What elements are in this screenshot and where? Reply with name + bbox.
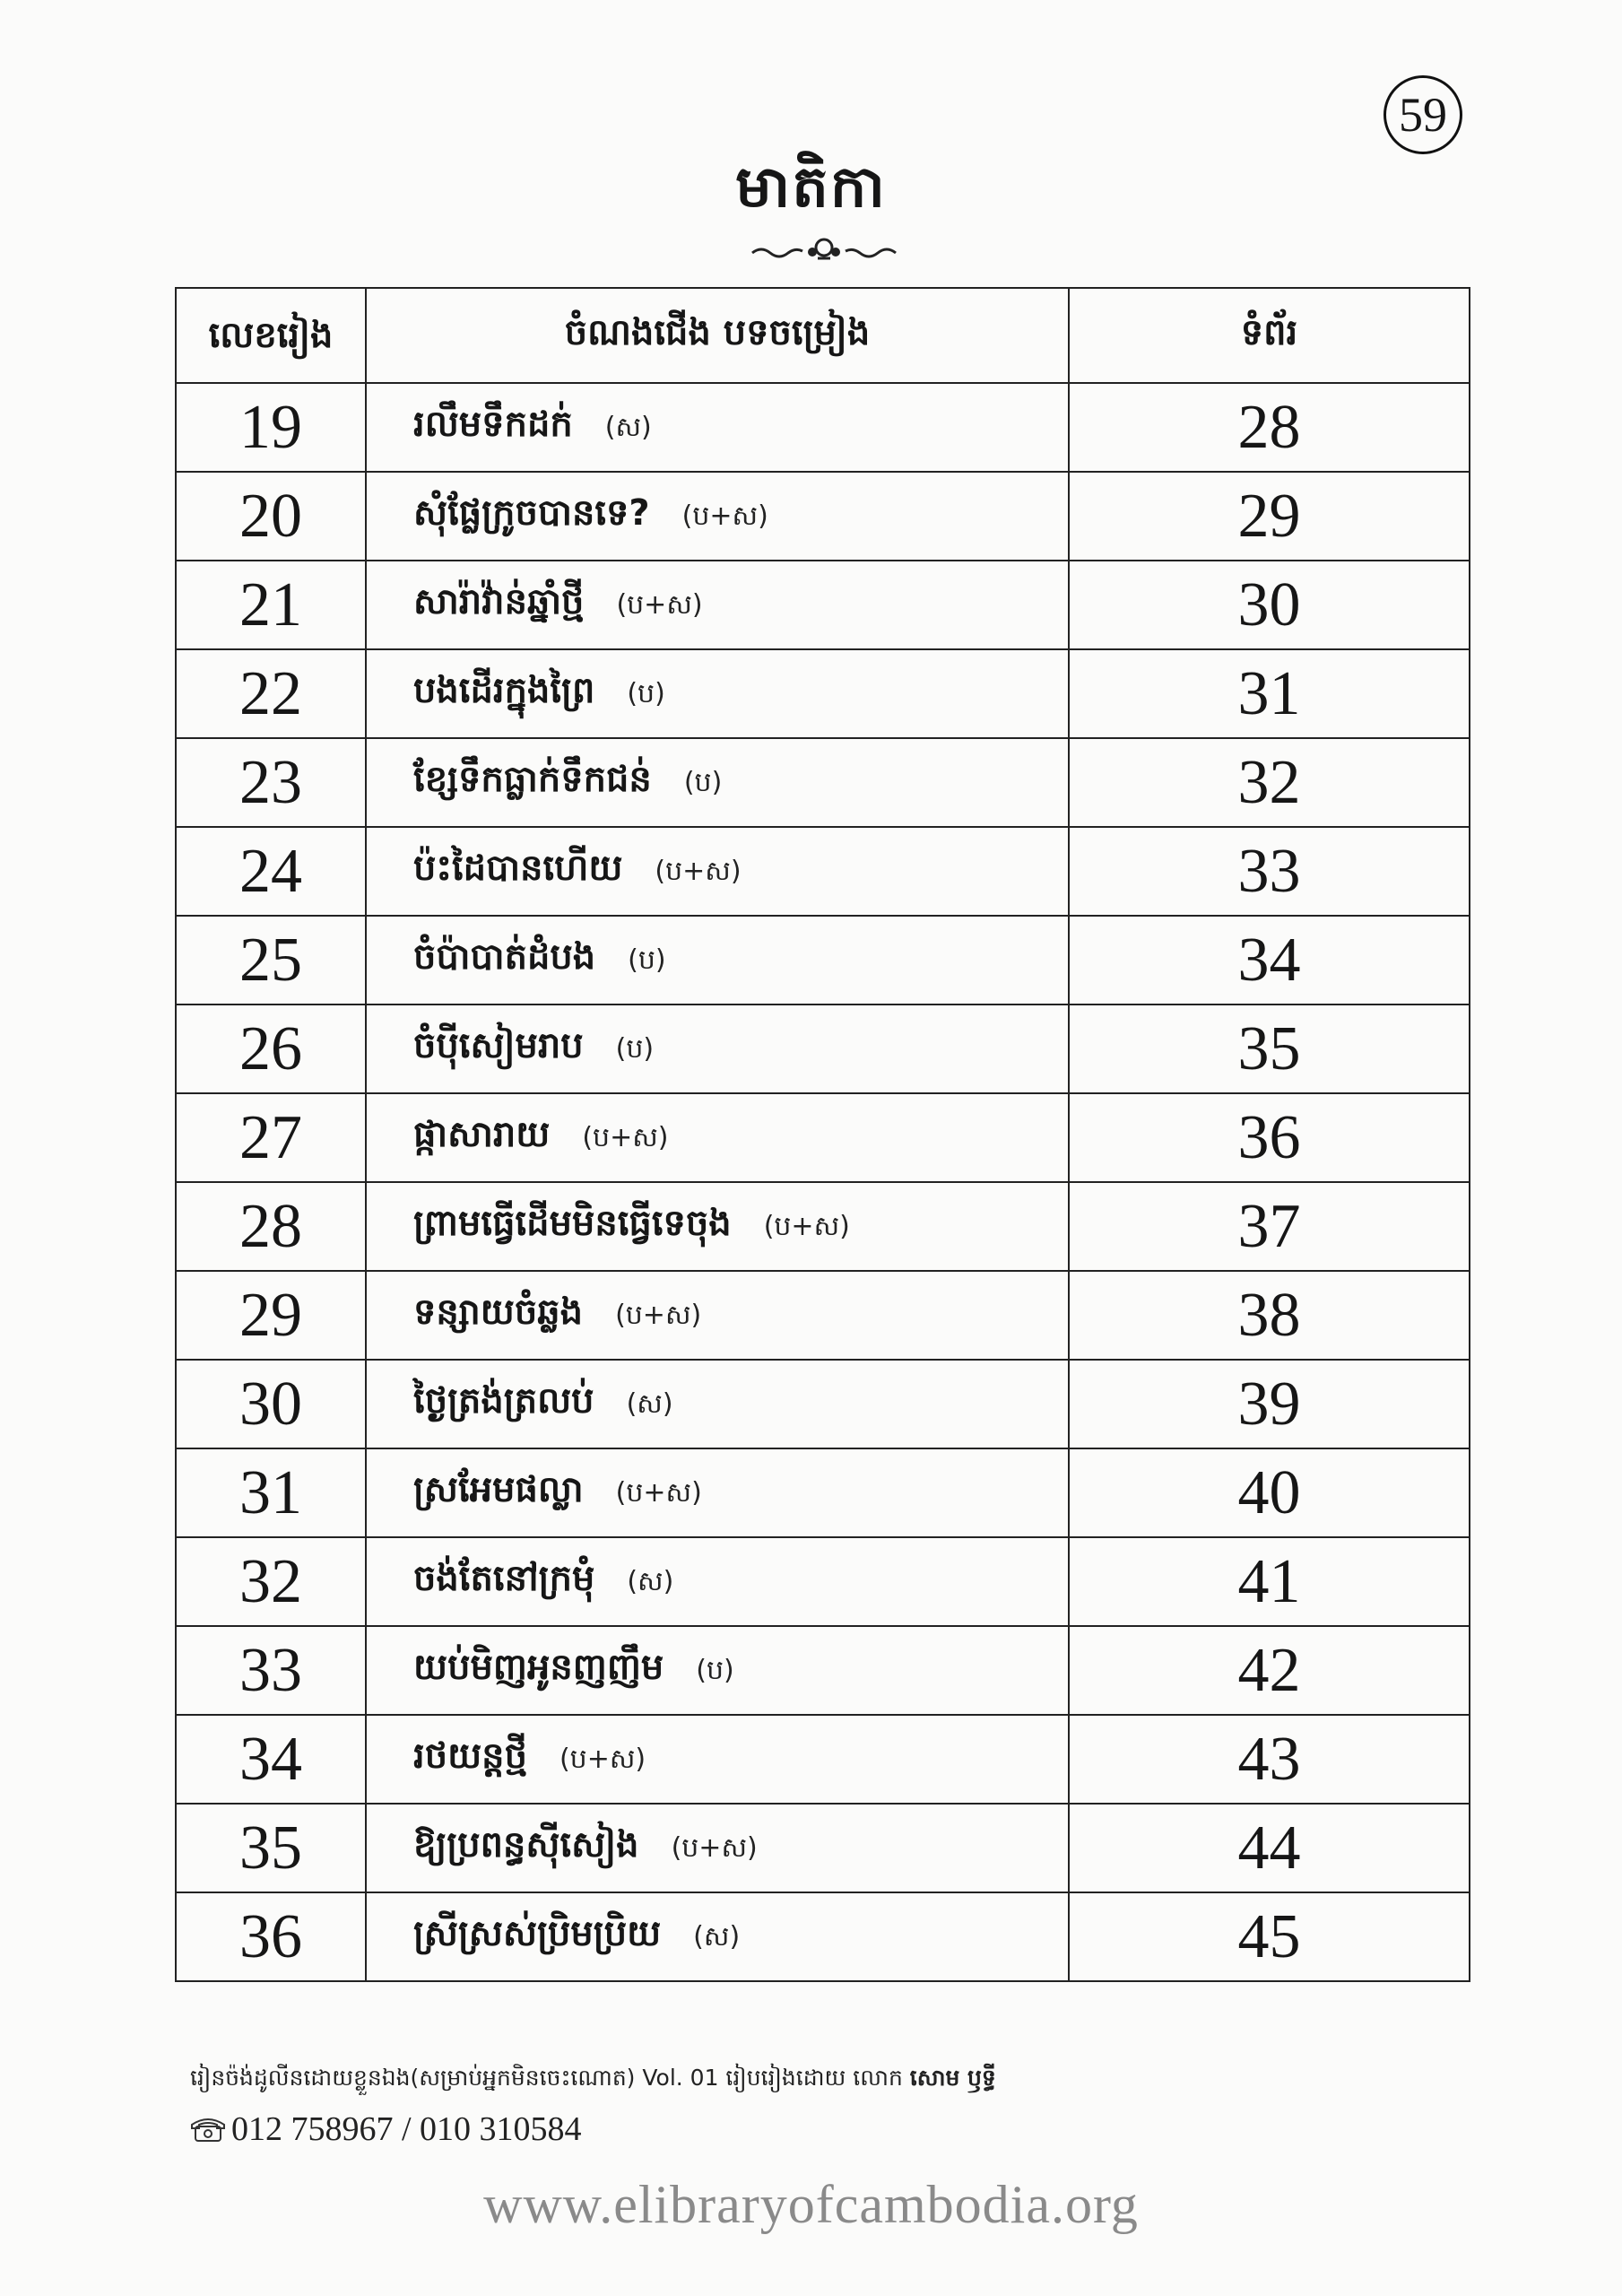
song-title-cell bbox=[366, 1271, 1069, 1360]
page-number: 59 bbox=[1383, 75, 1462, 154]
song-number: 22 bbox=[176, 649, 366, 738]
song-title: ឱ្យប្រពន្ធស៊ីសៀង bbox=[413, 1824, 639, 1866]
voice-marker: (ប+ស) bbox=[671, 1832, 758, 1864]
table-row bbox=[176, 1892, 1470, 1981]
header-page: ទំព័រ bbox=[1069, 288, 1470, 383]
page-ref: 29 bbox=[1069, 472, 1470, 561]
song-number: 26 bbox=[176, 1004, 366, 1093]
table-row bbox=[176, 1537, 1470, 1626]
song-number: 20 bbox=[176, 472, 366, 561]
song-title: ទន្សាយចំឆ្លង bbox=[413, 1292, 584, 1333]
table-row bbox=[176, 383, 1470, 472]
song-title: រថយន្តថ្មី bbox=[413, 1735, 527, 1777]
song-title: ព្រាមធ្វើដើមមិនធ្វើទេចុង bbox=[413, 1203, 732, 1244]
table-row bbox=[176, 1182, 1470, 1271]
header-song-title: ចំណងជើង បទចម្រៀង bbox=[366, 288, 1069, 383]
song-title-cell bbox=[366, 1537, 1069, 1626]
song-title-cell bbox=[366, 1448, 1069, 1537]
song-title: ចំប៉ាបាត់ដំបង bbox=[413, 936, 596, 978]
table-row bbox=[176, 1004, 1470, 1093]
voice-marker: (ប+ស) bbox=[655, 856, 742, 887]
song-number: 36 bbox=[176, 1892, 366, 1981]
voice-marker: (ស) bbox=[626, 1388, 673, 1420]
page-title: មាតិកា bbox=[735, 154, 887, 221]
song-title-cell bbox=[366, 738, 1069, 827]
table-row bbox=[176, 916, 1470, 1004]
contents-table bbox=[175, 287, 1470, 1982]
voice-marker: (ស) bbox=[693, 1921, 741, 1952]
voice-marker: (ស) bbox=[627, 1566, 674, 1597]
table-row bbox=[176, 1715, 1470, 1804]
song-title-cell bbox=[366, 561, 1069, 649]
voice-marker: (ប+ស) bbox=[681, 500, 768, 532]
page-ref: 37 bbox=[1069, 1182, 1470, 1271]
song-number: 24 bbox=[176, 827, 366, 916]
song-title: ផ្កាសារាយ bbox=[413, 1114, 551, 1155]
song-title-cell bbox=[366, 649, 1069, 738]
page-ref: 31 bbox=[1069, 649, 1470, 738]
page-ref: 42 bbox=[1069, 1626, 1470, 1715]
table-row bbox=[176, 472, 1470, 561]
song-title-cell bbox=[366, 1892, 1069, 1981]
page-ref: 39 bbox=[1069, 1360, 1470, 1448]
table-row bbox=[176, 649, 1470, 738]
song-number: 32 bbox=[176, 1537, 366, 1626]
song-title-cell bbox=[366, 1626, 1069, 1715]
song-number: 23 bbox=[176, 738, 366, 827]
song-title: រលឹមទឹកដក់ bbox=[413, 404, 573, 445]
song-number: 21 bbox=[176, 561, 366, 649]
voice-marker: (ប+ស) bbox=[582, 1122, 669, 1153]
voice-marker: (ប+ស) bbox=[615, 1300, 702, 1331]
voice-marker: (ស) bbox=[604, 412, 652, 443]
table-header-row bbox=[176, 288, 1470, 383]
song-title-cell bbox=[366, 827, 1069, 916]
voice-marker: (ប+ស) bbox=[615, 1477, 702, 1509]
song-number: 33 bbox=[176, 1626, 366, 1715]
song-number: 35 bbox=[176, 1804, 366, 1892]
song-number: 34 bbox=[176, 1715, 366, 1804]
page-ref: 45 bbox=[1069, 1892, 1470, 1981]
page-ref: 44 bbox=[1069, 1804, 1470, 1892]
page-ref: 30 bbox=[1069, 561, 1470, 649]
song-number: 19 bbox=[176, 383, 366, 472]
phone-line bbox=[190, 2109, 582, 2149]
page-ref: 34 bbox=[1069, 916, 1470, 1004]
song-title: ចង់តែនៅក្រមុំ bbox=[413, 1558, 595, 1599]
divider-ornament bbox=[748, 235, 900, 265]
song-title: យប់មិញអូនញញឹម bbox=[413, 1647, 664, 1688]
book-credit-text: រៀនច៉ង់ដូលីនដោយខ្លួនឯង(សម្រាប់អ្នកមិនចេះណោត) Vol. 01 រៀបរៀងដោយ លោក bbox=[190, 2065, 903, 2091]
table-row bbox=[176, 738, 1470, 827]
author-name: សោម ឫទ្ធី bbox=[909, 2065, 996, 2091]
page-ref: 33 bbox=[1069, 827, 1470, 916]
table-row bbox=[176, 1271, 1470, 1360]
song-number: 28 bbox=[176, 1182, 366, 1271]
phone-numbers: 012 758967 / 010 310584 bbox=[231, 2110, 582, 2148]
page-ref: 32 bbox=[1069, 738, 1470, 827]
book-credit bbox=[190, 2065, 996, 2097]
voice-marker: (ប+ស) bbox=[616, 589, 703, 621]
song-title: ខ្សែទឹកធ្លាក់ទឹកជន់ bbox=[413, 759, 652, 800]
contents-body bbox=[176, 383, 1470, 1981]
song-title: សុំផ្លែក្រូចបានទេ? bbox=[413, 492, 650, 534]
page-ref: 36 bbox=[1069, 1093, 1470, 1182]
page-ref: 43 bbox=[1069, 1715, 1470, 1804]
song-title-cell bbox=[366, 916, 1069, 1004]
table-row bbox=[176, 561, 1470, 649]
website-watermark: www.elibraryofcambodia.org bbox=[483, 2175, 1139, 2234]
song-number: 27 bbox=[176, 1093, 366, 1182]
table-row bbox=[176, 1448, 1470, 1537]
song-title-cell bbox=[366, 1804, 1069, 1892]
table-row bbox=[176, 1360, 1470, 1448]
voice-marker: (ប) bbox=[628, 944, 666, 976]
song-title-cell bbox=[366, 1360, 1069, 1448]
song-title-cell bbox=[366, 1004, 1069, 1093]
page-ref: 28 bbox=[1069, 383, 1470, 472]
song-title: ថ្ងៃត្រង់ត្រលប់ bbox=[413, 1380, 594, 1422]
table-row bbox=[176, 1093, 1470, 1182]
table-row bbox=[176, 827, 1470, 916]
page-ref: 41 bbox=[1069, 1537, 1470, 1626]
song-title: សារ៉ាវ៉ាន់ឆ្នាំថ្មី bbox=[413, 581, 585, 622]
song-title-cell bbox=[366, 1182, 1069, 1271]
page-ref: 40 bbox=[1069, 1448, 1470, 1537]
song-title-cell bbox=[366, 472, 1069, 561]
voice-marker: (ប+ស) bbox=[763, 1211, 850, 1242]
table-row bbox=[176, 1804, 1470, 1892]
song-title-cell bbox=[366, 1093, 1069, 1182]
voice-marker: (ប) bbox=[696, 1655, 734, 1686]
song-title: ស្រីស្រស់ប្រិមប្រិយ bbox=[413, 1913, 662, 1954]
song-title: ស្រអែមផល្លា bbox=[413, 1469, 584, 1510]
song-number: 25 bbox=[176, 916, 366, 1004]
voice-marker: (ប) bbox=[683, 767, 723, 798]
voice-marker: (ប) bbox=[627, 678, 665, 709]
phone-icon bbox=[190, 2116, 226, 2143]
voice-marker: (ប+ស) bbox=[559, 1744, 646, 1775]
song-title: បងដើរក្នុងព្រៃ bbox=[413, 670, 595, 711]
song-number: 31 bbox=[176, 1448, 366, 1537]
page-ref: 35 bbox=[1069, 1004, 1470, 1093]
song-title-cell bbox=[366, 1715, 1069, 1804]
song-title: ប៉ះដៃបានហើយ bbox=[413, 848, 623, 889]
voice-marker: (ប) bbox=[615, 1033, 655, 1065]
song-title-cell bbox=[366, 383, 1069, 472]
song-title: ចំប៉ីសៀមរាប bbox=[413, 1025, 584, 1066]
page-ref: 38 bbox=[1069, 1271, 1470, 1360]
song-number: 29 bbox=[176, 1271, 366, 1360]
table-row bbox=[176, 1626, 1470, 1715]
header-number: លេខរៀង bbox=[176, 288, 366, 383]
song-number: 30 bbox=[176, 1360, 366, 1448]
